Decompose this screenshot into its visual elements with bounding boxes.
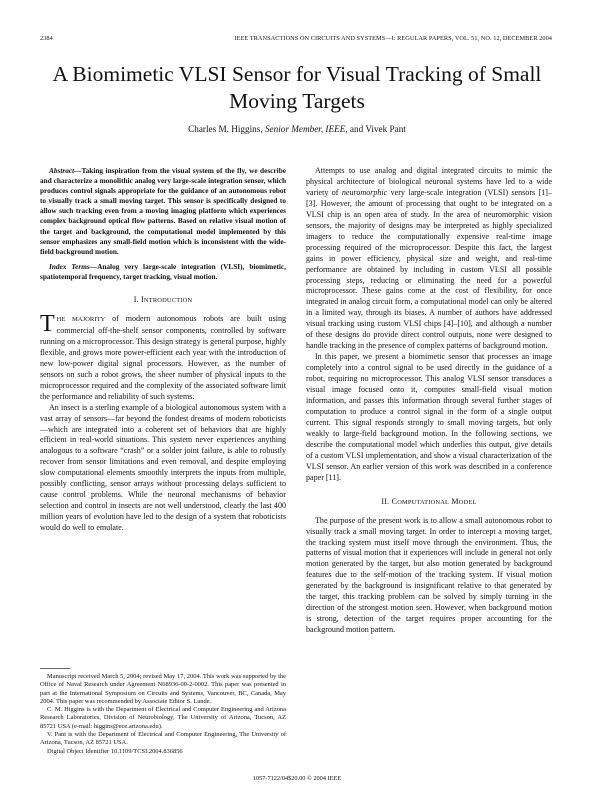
- footnote: Digital Object Identifier 10.1109/TCSI.2004.836856: [47, 747, 183, 755]
- abstract-text: Taking inspiration from the visual system of the fly, we describe and characterize a monolithic analog very large-scale integration sensor, which produces control signals appropriate for the guidance of an autonomous robot to visually track a small moving target. This sensor is specifically designed to allow such tracking even from a moving imaging platform which experiences complex background optical flow patterns. Based on relative visual motion of the target and background, the computational model implemented by this sensor emphasizes any small-field motion which is inconsistent with the wide-field background motion.: [40, 166, 286, 256]
- abstract-label: Abstract—: [49, 166, 82, 175]
- left-column: [40, 166, 286, 534]
- abstract: [40, 166, 286, 257]
- author-name: and Vivek Pant: [349, 124, 406, 134]
- author-name: Charles M. Higgins,: [188, 124, 263, 134]
- paragraph: An insect is a sterling example of a biological autonomous system with a vast array of sensors—far beyond the fondest dreams of modern roboticists—which are integrated into a coherent set of behaviors that are highly efficient in real-world situations. This system never experiences anything analogous to a software “crash” or a solder joint failure, is able to robustly recover from sensor limitations and even removal, and despite employing slow computational elements smoothly interprets the inputs from multiple, possibly conflicting, sensor arrays without processing delays sufficient to cause control problems. While the neuronal mechanisms of behavior selection and control in insects are not well understood, clearly the last 400 million years of evolution have led to the design of a system that roboticists would do well to emulate.: [40, 402, 286, 533]
- paragraph: The purpose of the present work is to allow a small autonomous robot to visually track a small moving target. In order to intercept a moving target, the tracking system must itself move through the environment. Thus, the patterns of visual motion that it experiences will include in general not only motion generated by the target, but also motion generated by background features due to the self-motion of the tracking system. If visual motion generated by the background is insignificant relative to that generated by the target, this tracking problem can be solved by simply turning in the direction of the strongest motion seen. However, when background motion is strong, detection of the target requires proper accounting for the background motion pattern.: [306, 515, 552, 635]
- paper-title: A Biomimetic VLSI Sensor for Visual Tracking of Small Moving Targets: [52, 62, 542, 113]
- author-line: [20, 124, 574, 134]
- right-column: [306, 166, 552, 636]
- section-heading-introduction: I. INTRODUCTION: [133, 295, 193, 305]
- footnote: Manuscript received March 5, 2004; revised May 17, 2004. This work was supported by the Office of Naval Research under Agreement N68936-00-2-0002. This paper was presented in part at the International Symposium on Circuits and Systems, Vancouver, BC, Canada, May 2004. This paper was recommended by Associate Editor S. Lande.: [40, 673, 286, 705]
- index-terms-text: Analog very large-scale integration (VLSI), biomimetic, spatiotemporal frequency, target tracking, visual motion.: [40, 261, 286, 281]
- footnote-rule: [40, 668, 70, 669]
- index-terms-label: Index Terms—: [49, 261, 98, 271]
- index-terms: [40, 262, 286, 282]
- copyright-footer: 1057-7122/04$20.00 © 2004 IEEE: [252, 775, 342, 782]
- author-role: Senior Member, IEEE,: [264, 124, 348, 134]
- page-number: 2384: [40, 35, 53, 42]
- paragraph: Attempts to use analog and digital integrated circuits to mimic the physical architecture of biological neuronal systems have led to a wide variety of neuromorphic very large-scale integration (VLSI) sensors [1]–[3]. However, the amount of processing that ought to be integrated on a VLSI chip is an open area of study. In the area of neuromorphic vision sensors, the majority of designs may be interpreted as highly specialized imagers to reduce the computationally expensive real-time image processing required of the microprocessor. Despite this fact, the largest gains in power efficiency, physical size and weight, and real-time performance are obtained by including in custom VLSI all possible processing steps, reducing or eliminating the need for a powerful microprocessor. These gains come at the cost of flexibility, for once integrated in analog circuit form, a computational model can only be altered in a limited way, through its biases. A number of authors have addressed visual tracking using custom VLSI chips [4]–[10], and although a number of these designs do provide direct control outputs, none were designed to handle tracking in the presence of complex patterns of background motion.: [306, 166, 552, 351]
- footnote: C. M. Higgins is with the Department of Electrical and Computer Engineering and Arizona Research Laboratories, Division of Neurobiology, The University of Arizona, Tucson, AZ 85721 USA (e-mail: higgins@ece.arizona.edu).: [40, 706, 286, 730]
- paragraph: THE MAJORITY of modern autonomous robots are built using commercial off-the-shelf sensor components, controlled by software running on a microprocessor. This design strategy is general purpose, highly flexible, and grows more power-efficient each year with the introduction of new low-power digital signal processors. However, as the number of sensors on such a robot grows, the sheer number of physical inputs to the microprocessor required and the complexity of the associated software limit the performance and reliability of such systems.: [40, 310, 286, 401]
- drop-cap: T: [40, 310, 55, 337]
- footnotes: [40, 668, 286, 756]
- journal-header: IEEE TRANSACTIONS ON CIRCUITS AND SYSTEMS—I: REGULAR PAPERS, VOL. 51, NO. 12, DECEMBER 2004: [234, 35, 552, 42]
- section-heading-computational-model: II. COMPUTATIONAL MODEL: [381, 496, 477, 506]
- footnote: V. Pant is with the Department of Electrical and Computer Engineering, The University of Arizona, Tucson, AZ 85721 USA.: [40, 731, 286, 747]
- paragraph: In this paper, we present a biomimetic sensor that processes an image completely into a control signal to be used directly in the guidance of a robot, requiring no microprocessor. This analog VLSI sensor transduces a visual image focused onto it, computes small-field visual motion information, and passes this information through several further stages of computation to produce a control signal in the form of a single output current. This signal responds strongly to small moving targets, but only weakly to large-field background motion. In the following sections, we describe the computational model which underlies this output, give details of a custom VLSI implementation, and show a visual characterization of the VLSI sensor. An earlier version of this work was described in a conference paper [11].: [306, 352, 552, 482]
